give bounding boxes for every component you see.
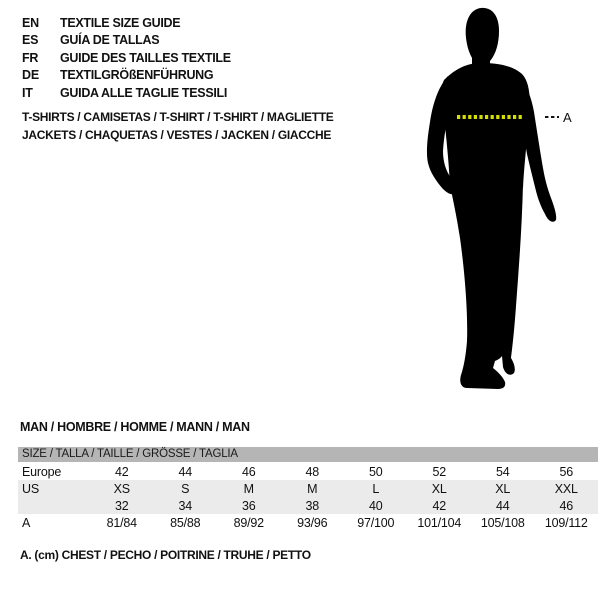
size-cell: XXL [554, 481, 578, 496]
size-cell: L [372, 481, 380, 496]
language-label: TEXTILGRÖßENFÜHRUNG [60, 68, 214, 83]
measurement-footnote: A. (cm) CHEST / PECHO / POITRINE / TRUHE / PETTO [20, 548, 311, 562]
language-code: ES [22, 33, 39, 48]
language-row [22, 84, 231, 102]
table-row [18, 480, 598, 497]
size-cell: XL [495, 481, 511, 496]
language-code: DE [22, 68, 39, 83]
language-row [22, 32, 231, 50]
size-cell: 40 [368, 498, 383, 513]
size-table-rows [18, 463, 598, 531]
man-silhouette [427, 8, 556, 389]
size-cell: 93/96 [297, 515, 328, 530]
category-tshirts: T-SHIRTS / CAMISETAS / T-SHIRT / T-SHIRT / MAGLIETTE [22, 110, 334, 124]
size-cell: 54 [495, 464, 510, 479]
size-cell: 56 [559, 464, 573, 479]
row-label: A [22, 515, 31, 530]
size-cell: 44 [178, 464, 192, 479]
size-cell: 105/108 [480, 515, 525, 530]
size-cell: 32 [114, 498, 129, 513]
size-cell: S [181, 481, 190, 496]
size-cell: 109/112 [544, 515, 588, 530]
language-label: GUIDA ALLE TAGLIE TESSILI [60, 85, 228, 100]
size-cell: 48 [305, 464, 319, 479]
size-cell: 36 [241, 498, 256, 513]
language-row [22, 49, 231, 67]
size-cell: 81/84 [106, 515, 137, 530]
size-cell: XS [113, 481, 130, 496]
table-row [18, 497, 598, 514]
language-list [22, 14, 231, 102]
size-cell: M [243, 481, 254, 496]
size-cell: 42 [114, 464, 129, 479]
category-list [22, 109, 334, 144]
size-cell: 46 [559, 498, 573, 513]
size-cell: 50 [368, 464, 383, 479]
table-row [18, 463, 598, 480]
size-table [18, 447, 598, 531]
language-code: EN [22, 15, 39, 30]
language-code: IT [22, 85, 33, 100]
measurement-label-a: A [563, 110, 572, 125]
size-cell: 34 [178, 498, 192, 513]
row-label: Europe [22, 464, 62, 479]
man-silhouette-diagram [410, 0, 600, 400]
size-cell: 97/100 [357, 515, 395, 530]
language-row [22, 14, 231, 32]
language-label: TEXTILE SIZE GUIDE [60, 15, 181, 30]
size-cell: 38 [305, 498, 319, 513]
language-row [22, 67, 231, 85]
size-cell: M [307, 481, 318, 496]
size-cell: XL [431, 481, 447, 496]
language-label: GUIDE DES TAILLES TEXTILE [60, 50, 231, 65]
size-cell: 44 [495, 498, 510, 513]
legs [450, 184, 523, 389]
size-cell: 42 [432, 498, 446, 513]
size-table-header: SIZE / TALLA / TAILLE / GRÖSSE / TAGLIA [18, 447, 598, 462]
table-row [18, 514, 598, 531]
size-cell: 46 [241, 464, 256, 479]
language-label: GUÍA DE TALLAS [60, 33, 160, 48]
size-cell: 85/88 [170, 515, 201, 530]
size-cell: 89/92 [233, 515, 264, 530]
language-code: FR [22, 50, 39, 65]
size-cell: 101/104 [417, 515, 462, 530]
section-title-man: MAN / HOMBRE / HOMME / MANN / MAN [20, 420, 250, 434]
category-jackets: JACKETS / CHAQUETAS / VESTES / JACKEN / GIACCHE [22, 127, 332, 142]
row-label: US [22, 481, 39, 496]
size-cell: 52 [432, 464, 446, 479]
